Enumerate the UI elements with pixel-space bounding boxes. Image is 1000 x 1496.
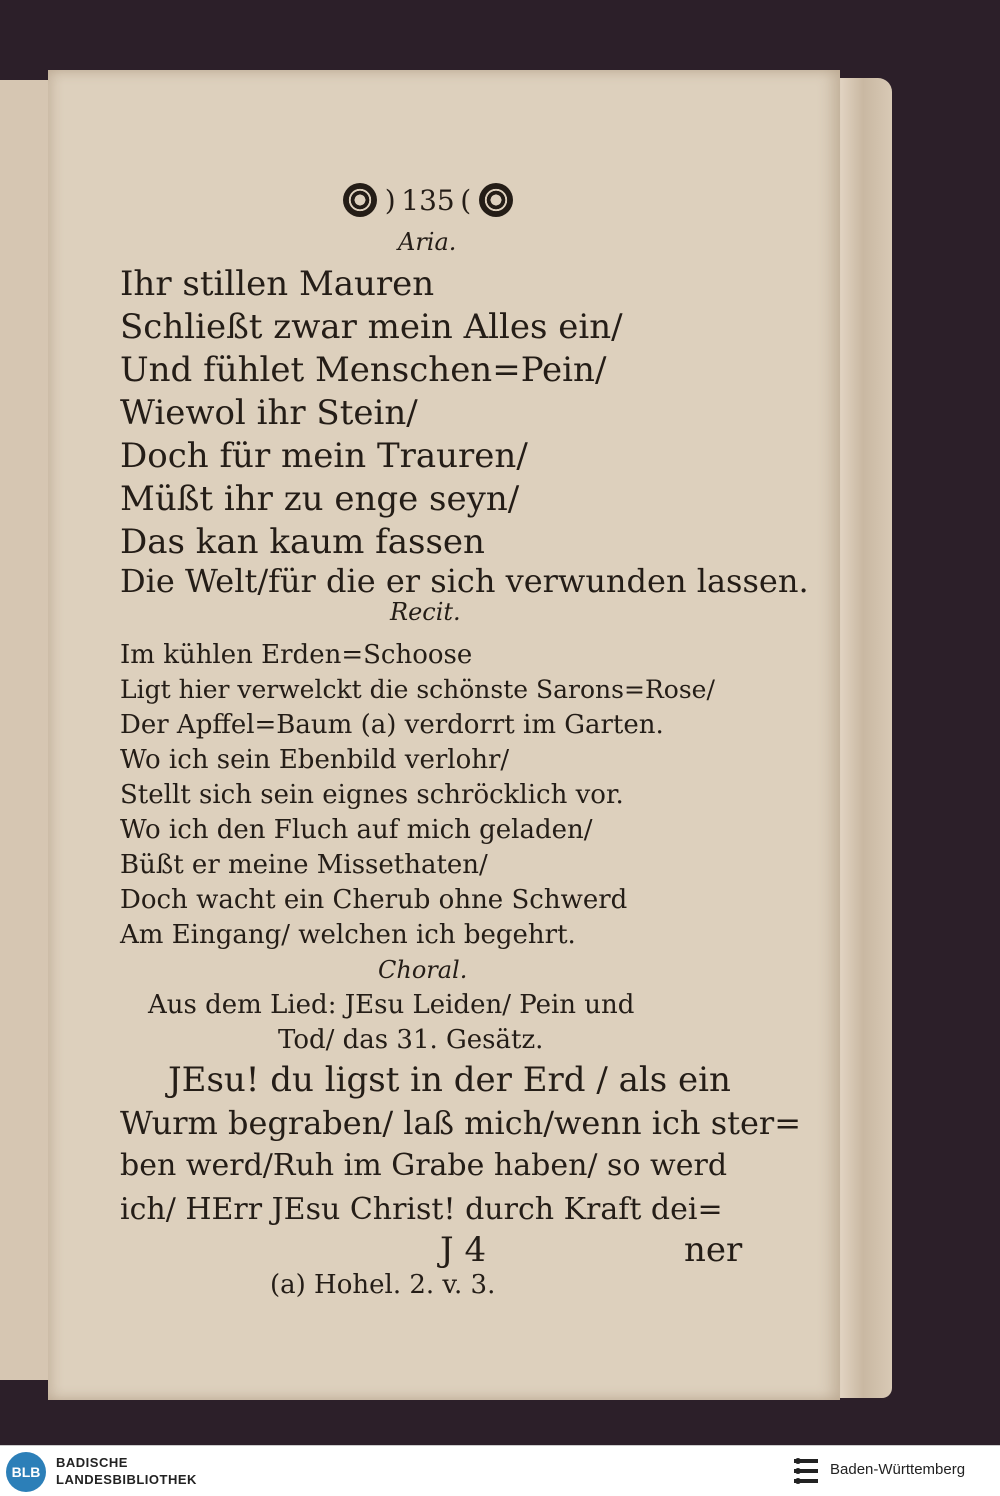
rosette-ornament-icon: [343, 183, 377, 217]
aria-line: Die Welt/für die er sich verwunden lassen.: [120, 562, 809, 600]
recit-line: Büßt er meine Missethaten/: [120, 850, 488, 880]
left-page-edge: [0, 80, 54, 1380]
recit-line: Wo ich den Fluch auf mich geladen/: [120, 815, 593, 845]
choral-line: Wurm begraben/ laß mich/wenn ich ster=: [120, 1104, 802, 1142]
catchword: ner: [684, 1230, 743, 1270]
aria-line: Das kan kaum fassen: [120, 522, 485, 562]
footnote: (a) Hohel. 2. v. 3.: [270, 1270, 496, 1300]
choral-heading: Choral.: [378, 956, 468, 984]
page-content: [48, 70, 840, 1400]
page-number: ) 135 (: [384, 183, 472, 217]
rosette-ornament-icon: [479, 183, 513, 217]
aria-line: Und fühlet Menschen=Pein/: [120, 350, 607, 390]
aria-line: Wiewol ihr Stein/: [120, 393, 418, 433]
library-name-line2: LANDESBIBLIOTHEK: [56, 1472, 197, 1487]
recit-line: Stellt sich sein eignes schröcklich vor.: [120, 780, 624, 810]
recit-line: Doch wacht ein Cherub ohne Schwerd: [120, 885, 628, 915]
recit-line: Im kühlen Erden=Schoose: [120, 640, 473, 670]
recit-line: Ligt hier verwelckt die schönste Sarons=Rose/: [120, 675, 715, 704]
library-name: [56, 1454, 197, 1488]
book-page: [48, 70, 840, 1400]
recit-line: Wo ich sein Ebenbild verlohr/: [120, 745, 510, 775]
page-header: [318, 178, 538, 222]
state-name: Baden-Württemberg: [830, 1461, 966, 1478]
footer-bar: [0, 1445, 1000, 1496]
library-name-line1: BADISCHE: [56, 1455, 128, 1470]
recit-line: Am Eingang/ welchen ich begehrt.: [120, 920, 576, 950]
choral-source-line: Tod/ das 31. Gesätz.: [278, 1025, 544, 1055]
aria-line: Ihr stillen Mauren: [120, 264, 435, 304]
aria-line: Müßt ihr zu enge seyn/: [120, 479, 520, 519]
choral-line: ich/ HErr JEsu Christ! durch Kraft dei=: [120, 1192, 723, 1227]
recit-heading: Recit.: [390, 598, 461, 626]
signature-mark: J 4: [440, 1230, 487, 1270]
blb-logo-icon[interactable]: BLB: [6, 1452, 46, 1492]
choral-source-line: Aus dem Lied: JEsu Leiden/ Pein und: [148, 990, 635, 1020]
recit-line: Der Apffel=Baum (a) verdorrt im Garten.: [120, 710, 664, 740]
aria-line: Schließt zwar mein Alles ein/: [120, 307, 623, 347]
choral-line: ben werd/Ruh im Grabe haben/ so werd: [120, 1148, 728, 1183]
choral-line: JEsu! du ligst in der Erd / als ein: [168, 1060, 731, 1100]
bw-lions-icon: [790, 1455, 822, 1487]
aria-heading: Aria.: [398, 228, 457, 256]
aria-line: Doch für mein Trauren/: [120, 436, 528, 476]
